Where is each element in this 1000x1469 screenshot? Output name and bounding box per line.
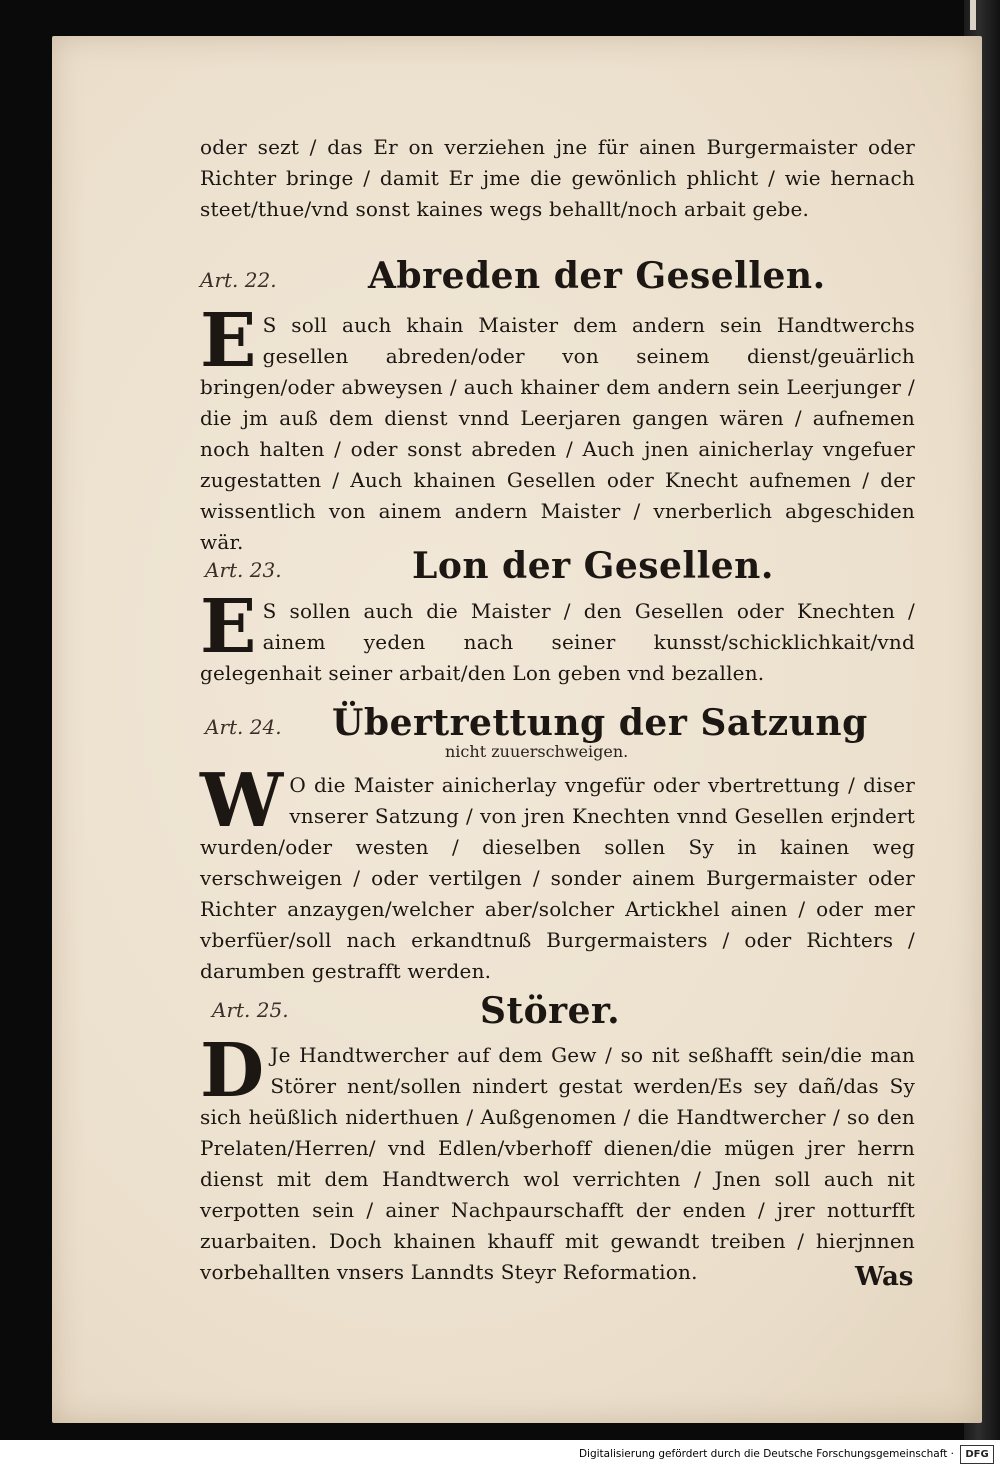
drop-initial: E — [200, 584, 257, 670]
margin-note-23: Art. 23. — [205, 558, 282, 582]
drop-initial: W — [200, 758, 284, 844]
margin-note-24: Art. 24. — [205, 715, 282, 739]
section-body-uebertrettung — [200, 758, 915, 987]
drop-initial: E — [200, 298, 257, 384]
section-heading-lon: Lon der Gesellen. — [412, 545, 774, 587]
margin-note-25: Art. 25. — [212, 998, 289, 1022]
page-edge-strip — [970, 0, 976, 30]
catchword: Was — [855, 1262, 914, 1292]
section-subheading: nicht zuuerschweigen. — [445, 742, 629, 761]
section-body-lon — [200, 584, 915, 689]
section-heading-abreden: Abreden der Gesellen. — [368, 255, 826, 297]
margin-note-22: Art. 22. — [200, 268, 277, 292]
section-text: Je Handtwercher auf dem Gew / so nit seßhafft sein/die man Störer nent/sollen nindert gestat werden/Es sey dañ/das Sy sich heüßlich niderthuen / Außgenomen / die Handtwercher / so den Prelaten/Herren/ vnd Edlen/vberhoff dienen/die mügen jrer herrn dienst mit dem Handtwerch wol verrichten / Jnen soll auch nit verpotten sein / ainer Nachpaurschafft der enden / jrer notturfft zuarbaiten. Doch khainen khauff mit gewandt treiben / hierjnnen vorbehallten vnsers Lanndts Steyr Reformation. — [200, 1043, 915, 1284]
section-text: S sollen auch die Maister / den Gesellen oder Knechten / ainem yeden nach seiner kunsst/schicklichkait/vnd gelegenhait seiner arbait/den Lon geben vnd bezallen. — [200, 599, 915, 685]
section-heading-stoerer: Störer. — [480, 990, 621, 1032]
section-body-stoerer — [200, 1028, 915, 1288]
footer-credit: Digitalisierung gefördert durch die Deutsche Forschungsgemeinschaft · — [578, 1448, 954, 1460]
section-body-abreden — [200, 298, 915, 558]
section-text: S soll auch khain Maister dem andern sein Handtwerchs gesellen abreden/oder von seinem dienst/geuärlich bringen/oder abweysen / auch khainer dem andern sein Leerjunger / die jm auß dem dienst vnnd Leerjaren gangen wären / aufnemen noch halten / oder sonst abreden / Auch jnen ainicherlay vngefuer zugestatten / Auch khainen Gesellen oder Knecht aufnemen / der wissentlich von ainem andern Maister / vnerberlich abgeschiden wär. — [200, 313, 915, 554]
intro-paragraph: oder sezt / das Er on verziehen jne für ainen Burgermaister oder Richter bringe / damit Er jme die gewönlich phlicht / wie hernach steet/thue/vnd sonst kaines wegs behallt/noch arbait gebe. — [200, 135, 915, 221]
drop-initial: D — [200, 1028, 265, 1114]
section-text: O die Maister ainicherlay vngefür oder vbertrettung / diser vnserer Satzung / von jren Knechten vnnd Gesellen erjndert wurden/oder westen / dieselben sollen Sy in kainen weg verschweigen / oder vertilgen / sonder ainem Burgermaister oder Richter anzaygen/welcher aber/solcher Artickhel ainen / oder mer vberfüer/soll nach erkandtnuß Burgermaisters / oder Richters / darumben gestrafft werden. — [200, 773, 915, 983]
dfg-logo-icon: DFG — [960, 1445, 994, 1464]
section-heading-uebertrettung: Übertrettung der Satzung — [332, 702, 868, 744]
footer-bar — [0, 1440, 1000, 1469]
